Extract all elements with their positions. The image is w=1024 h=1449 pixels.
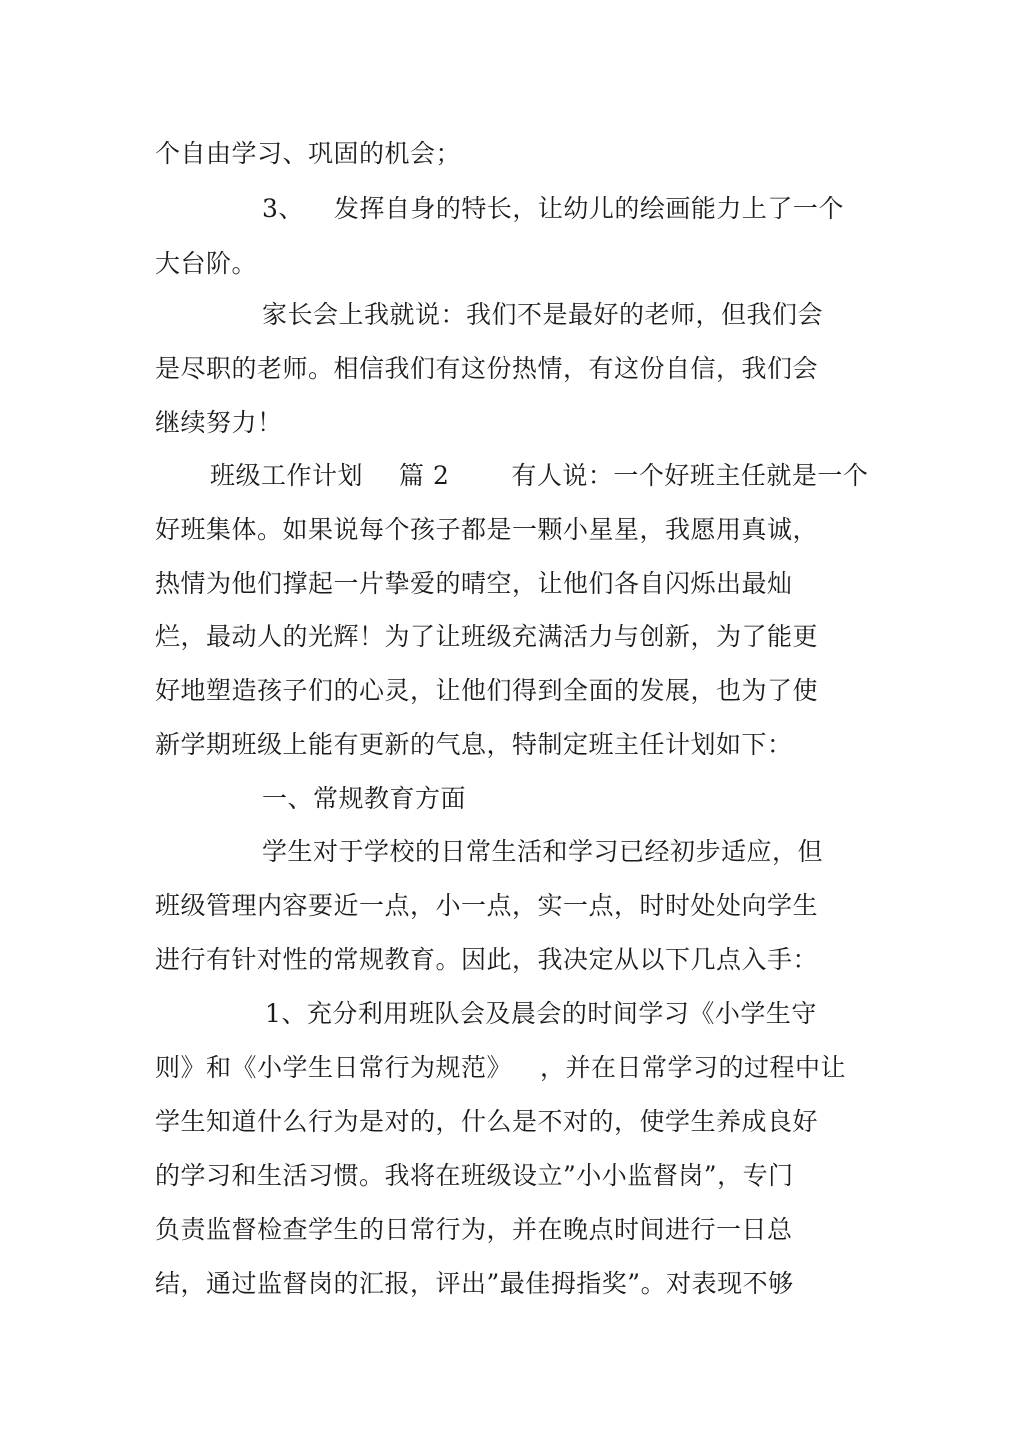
subsection-heading: 一、常规教育方面 bbox=[262, 784, 467, 813]
section-heading bbox=[210, 460, 868, 492]
text-line: 家长会上我就说：我们不是最好的老师，但我们会 bbox=[262, 300, 824, 329]
text-line: 学生对于学校的日常生活和学习已经初步适应，但 bbox=[262, 837, 824, 866]
text-line: 班级管理内容要近一点，小一点，实一点，时时处处向学生 bbox=[155, 891, 819, 920]
text-line bbox=[155, 1052, 846, 1084]
text-segment: ，并在日常学习的过程中让 bbox=[540, 1053, 847, 1082]
text-line: 结，通过监督岗的汇报，评出”最佳拇指奖”。对表现不够 bbox=[155, 1269, 794, 1298]
text-line: 烂，最动人的光辉！为了让班级充满活力与创新，为了能更 bbox=[155, 622, 819, 651]
text-line: 好班集体。如果说每个孩子都是一颗小星星，我愿用真诚， bbox=[155, 515, 819, 544]
text-line: 的学习和生活习惯。我将在班级设立”小小监督岗”，专门 bbox=[155, 1161, 794, 1190]
text-line: 学生知道什么行为是对的，什么是不对的，使学生养成良好 bbox=[155, 1107, 819, 1136]
text-line: 发挥自身的特长，让幼儿的绘画能力上了一个 bbox=[333, 194, 844, 223]
section-number: 篇 2 bbox=[399, 461, 450, 490]
text-line: 进行有针对性的常规教育。因此，我决定从以下几点入手： bbox=[155, 945, 819, 974]
list-number: 3、 bbox=[262, 194, 304, 223]
text-line: 好地塑造孩子们的心灵，让他们得到全面的发展，也为了使 bbox=[155, 676, 819, 705]
text-segment: 则》和《小学生日常行为规范》 bbox=[155, 1053, 513, 1082]
text-line: 是尽职的老师。相信我们有这份热情，有这份自信，我们会 bbox=[155, 354, 819, 383]
text-line: 新学期班级上能有更新的气息，特制定班主任计划如下： bbox=[155, 730, 793, 759]
text-line: 继续努力！ bbox=[155, 408, 283, 437]
text-line: 大台阶。 bbox=[155, 249, 258, 278]
section-title: 班级工作计划 bbox=[210, 461, 364, 490]
text-line: 热情为他们撑起一片挚爱的晴空，让他们各自闪烁出最灿 bbox=[155, 569, 793, 598]
text-line: 有人说：一个好班主任就是一个 bbox=[511, 461, 869, 490]
text-line: 负责监督检查学生的日常行为，并在晚点时间进行一日总 bbox=[155, 1215, 793, 1244]
list-item-3 bbox=[262, 193, 844, 225]
text-line: 个自由学习、巩固的机会； bbox=[155, 139, 462, 168]
text-line: 1、充分利用班队会及晨会的时间学习《小学生守 bbox=[265, 999, 817, 1028]
